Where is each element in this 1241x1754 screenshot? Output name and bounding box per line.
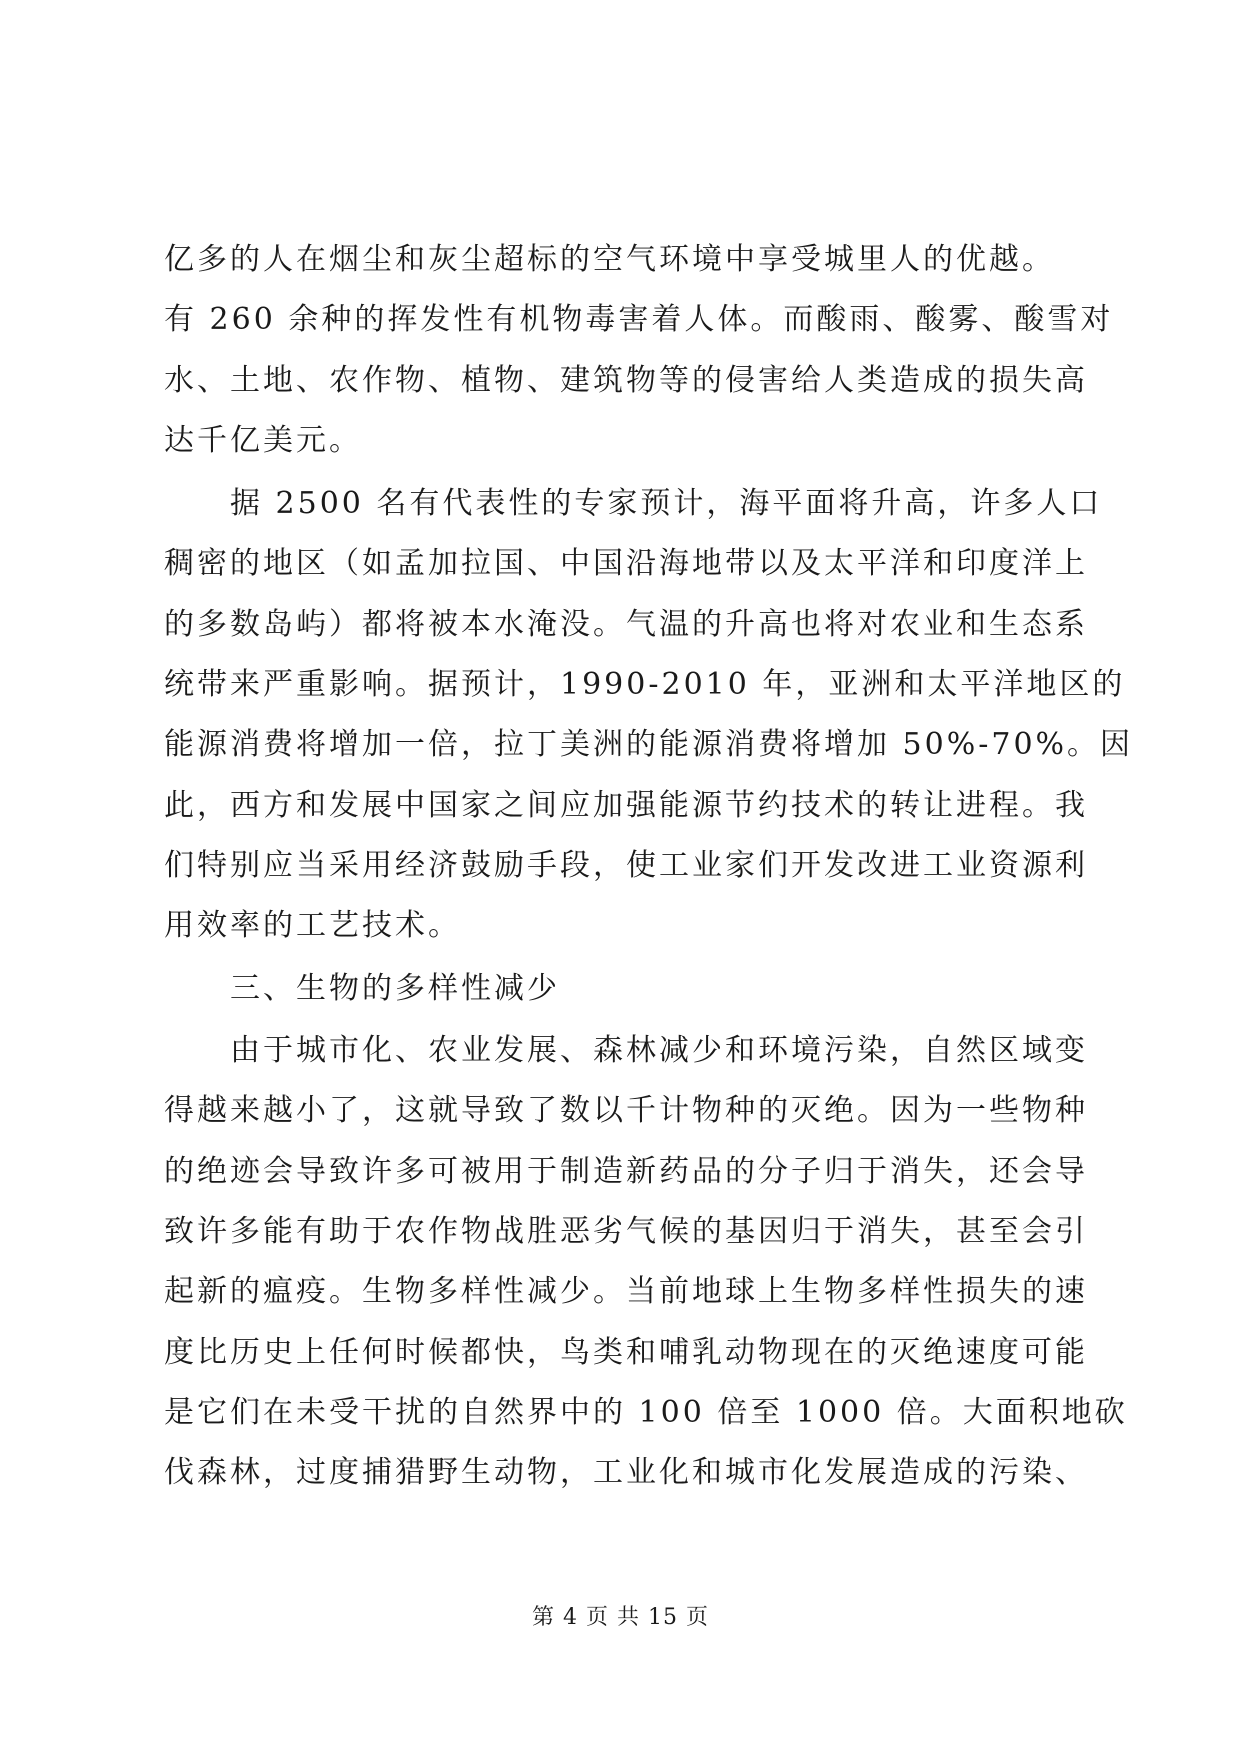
text-line: 的绝迹会导致许多可被用于制造新药品的分子归于消失，还会导 (164, 1154, 1088, 1189)
text-line: 的多数岛屿）都将被本水淹没。气温的升高也将对农业和生态系 (164, 607, 1088, 642)
text-line: 能源消费将增加一倍，拉丁美洲的能源消费将增加 50%-70%。因 (164, 727, 1134, 762)
text-line: 有 260 余种的挥发性有机物毒害着人体。而酸雨、酸雾、酸雪对 (164, 302, 1114, 337)
text-line: 们特别应当采用经济鼓励手段，使工业家们开发改进工业资源利 (164, 848, 1088, 883)
text-line: 度比历史上任何时候都快，鸟类和哺乳动物现在的灭绝速度可能 (164, 1335, 1088, 1370)
text-line: 此，西方和发展中国家之间应加强能源节约技术的转让进程。我 (164, 788, 1088, 823)
section-heading: 三、生物的多样性减少 (230, 971, 560, 1006)
text-line: 水、土地、农作物、植物、建筑物等的侵害给人类造成的损失高 (164, 363, 1088, 398)
text-line: 伐森林，过度捕猎野生动物，工业化和城市化发展造成的污染、 (164, 1455, 1088, 1490)
text-line: 亿多的人在烟尘和灰尘超标的空气环境中享受城里人的优越。 (164, 242, 1055, 277)
text-line: 达千亿美元。 (164, 423, 362, 458)
text-line: 用效率的工艺技术。 (164, 908, 461, 943)
paragraph-first-line: 由于城市化、农业发展、森林减少和环境污染，自然区域变 (230, 1033, 1088, 1068)
text-line: 稠密的地区（如孟加拉国、中国沿海地带以及太平洋和印度洋上 (164, 546, 1088, 581)
text-line: 起新的瘟疫。生物多样性减少。当前地球上生物多样性损失的速 (164, 1274, 1088, 1309)
text-line: 致许多能有助于农作物战胜恶劣气候的基因归于消失，甚至会引 (164, 1214, 1088, 1249)
page-number-footer: 第 4 页 共 15 页 (532, 1605, 709, 1630)
text-line: 得越来越小了，这就导致了数以千计物种的灭绝。因为一些物种 (164, 1093, 1088, 1128)
text-line: 统带来严重影响。据预计，1990-2010 年，亚洲和太平洋地区的 (164, 667, 1126, 702)
paragraph-first-line: 据 2500 名有代表性的专家预计，海平面将升高，许多人口 (230, 486, 1103, 521)
text-line: 是它们在未受干扰的自然界中的 100 倍至 1000 倍。大面积地砍 (164, 1395, 1128, 1430)
